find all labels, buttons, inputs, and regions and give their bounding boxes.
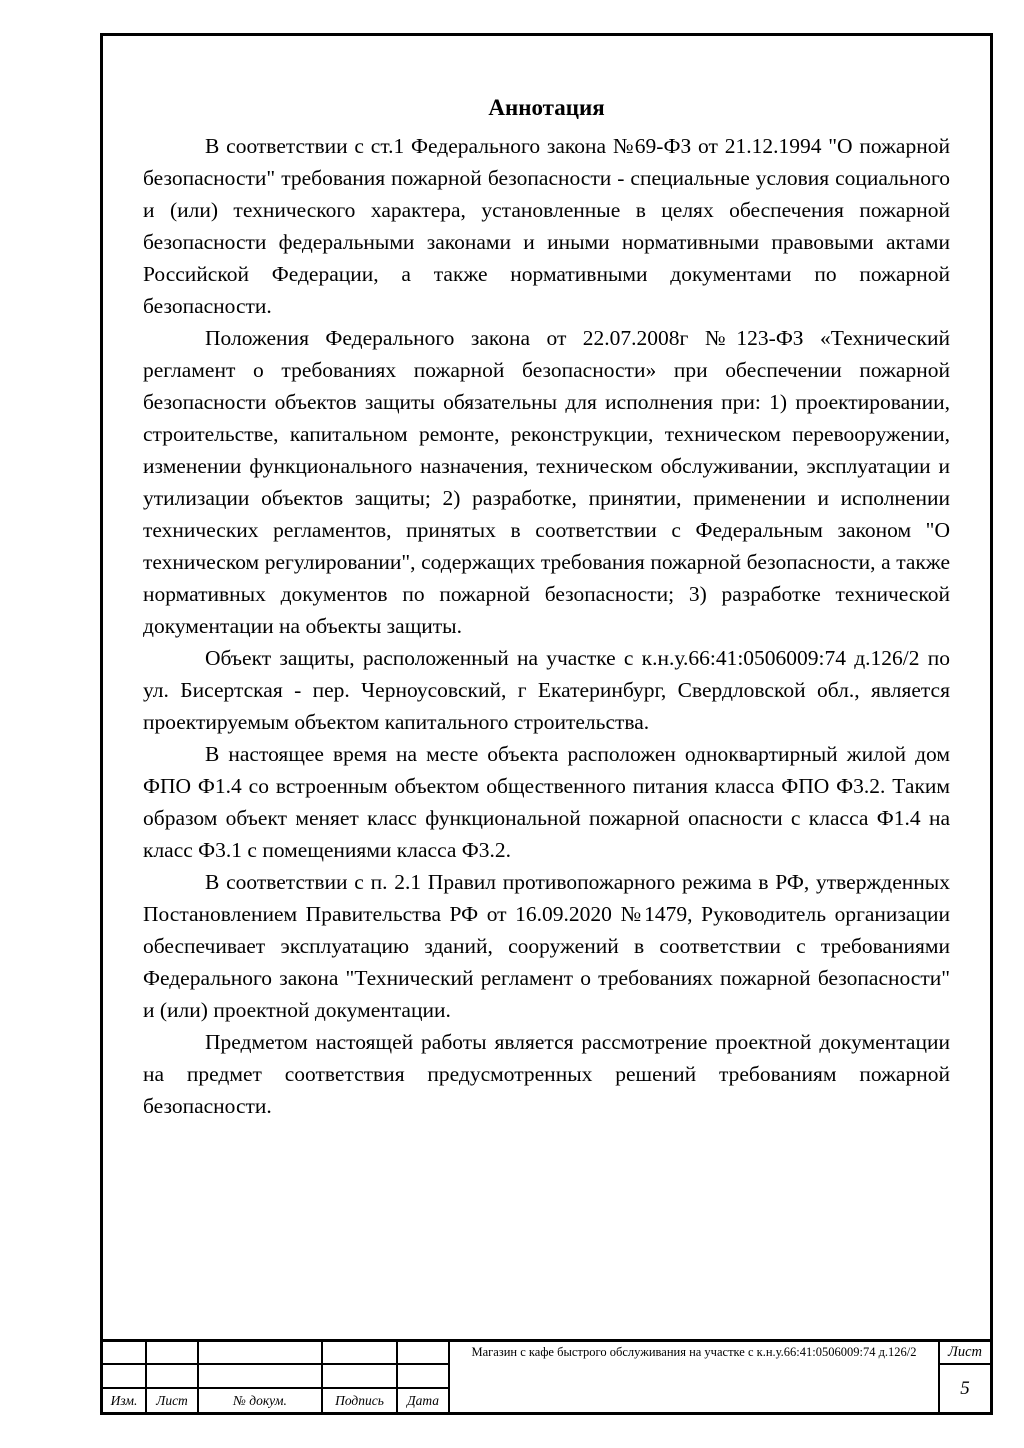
page-content <box>103 36 990 1339</box>
paragraph: В соответствии с п. 2.1 Правил противопожарного режима в РФ, утвержденных Постановлением Правительства РФ от 16.09.2020 №1479, Руководитель организации обеспечивает эксплуатацию зданий, сооружений в соответствии с требованиями Федерального закона "Технический регламент о требованиях пожарной безопасности" и (или) проектной документации. <box>143 870 950 1022</box>
page-title: Аннотация <box>488 95 605 120</box>
stamp-doc-title: Магазин с кафе быстрого обслуживания на участке с к.н.у.66:41:0506009:74 д.126/2 <box>450 1342 938 1412</box>
page-frame <box>100 33 993 1415</box>
stamp-cell-empty <box>103 1365 145 1387</box>
paragraph: Объект защиты, расположенный на участке с к.н.у.66:41:0506009:74 д.126/2 по ул. Бисертская - пер. Черноусовский, г Екатеринбург, Свердловской обл., является проектируемым объектом капитального строительства. <box>143 646 950 734</box>
stamp-col-podpis: Подпись <box>323 1389 396 1412</box>
stamp-cell-empty <box>398 1342 448 1363</box>
stamp-cell-empty <box>398 1365 448 1387</box>
stamp-sheet-label: Лист <box>940 1342 990 1363</box>
stamp-col-izm: Изм. <box>103 1389 145 1412</box>
stamp-col-list: Лист <box>147 1389 197 1412</box>
paragraph: Предметом настоящей работы является рассмотрение проектной документации на предмет соответствия предусмотренных решений требованиям пожарной безопасности. <box>143 1030 950 1118</box>
paragraph: В настоящее время на месте объекта расположен одноквартирный жилой дом ФПО Ф1.4 со встроенным объектом общественного питания класса ФПО Ф3.2. Таким образом объект меняет класс функциональной пожарной опасности с класса Ф1.4 на класс Ф3.1 с помещениями класса Ф3.2. <box>143 742 950 862</box>
stamp-col-data: Дата <box>398 1389 448 1412</box>
stamp-col-dokum: № докум. <box>199 1389 321 1412</box>
paragraph: В соответствии с ст.1 Федерального закона №69-ФЗ от 21.12.1994 "О пожарной безопасности" требования пожарной безопасности - специальные условия социального и (или) технического характера, установленные в целях обеспечения пожарной безопасности федеральными законами и иными нормативными правовыми актами Российской Федерации, а также нормативными документами по пожарной безопасности. <box>143 134 950 318</box>
stamp-cell-empty <box>147 1342 197 1363</box>
title-block <box>103 1339 990 1412</box>
stamp-cell-empty <box>147 1365 197 1387</box>
stamp-cell-empty <box>199 1365 321 1387</box>
stamp-cell-empty <box>323 1365 396 1387</box>
stamp-cell-empty <box>103 1342 145 1363</box>
stamp-cell-empty <box>199 1342 321 1363</box>
paragraph: Положения Федерального закона от 22.07.2008г №123-ФЗ «Технический регламент о требованиях пожарной безопасности» при обеспечении пожарной безопасности объектов защиты обязательны для исполнения при: 1) проектировании, строительстве, капитальном ремонте, реконструкции, техническом перевооружении, изменении функционального назначения, техническом обслуживании, эксплуатации и утилизации объектов защиты; 2) разработке, принятии, применении и исполнении технических регламентов, принятых в соответствии с Федеральным законом "О техническом регулировании", содержащих требования пожарной безопасности, а также нормативных документов по пожарной безопасности; 3) разработке технической документации на объекты защиты. <box>143 326 950 638</box>
stamp-sheet-number: 5 <box>940 1365 990 1412</box>
stamp-cell-empty <box>323 1342 396 1363</box>
